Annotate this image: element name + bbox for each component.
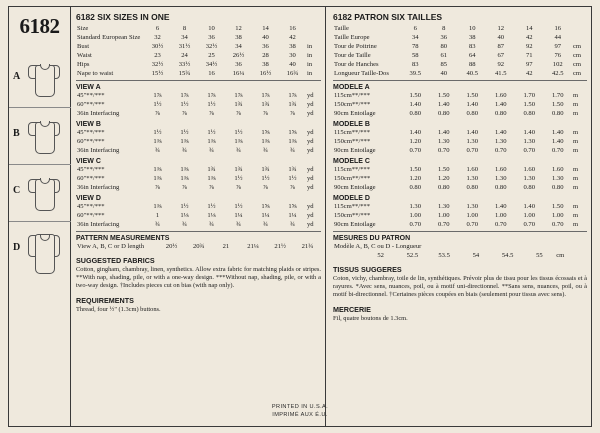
table-row: 36in Interfacing ¾ ¾ ¾ ¾ ¾ ¾ yd: [77, 221, 314, 228]
section-title: MODELE B: [333, 121, 370, 128]
table-row: 90cm Entoilage 0.80 0.80 0.80 0.80 0.80 0.80 m: [334, 184, 579, 191]
table-row: Standard European Size 32 34 36 38 40 42: [77, 34, 296, 41]
french-pattern-measurements: [333, 235, 587, 260]
section-title: MODELE D: [333, 195, 370, 202]
table-row: Bust 30½ 31½ 32½ 34 36 38 in: [77, 43, 313, 50]
table-row: 150cm**/*** 1.20 1.30 1.30 1.30 1.30 1.40 m: [334, 138, 579, 145]
table-row: 150cm**/*** 1.20 1.20 1.30 1.30 1.30 1.30 m: [334, 175, 579, 182]
french-panel: [327, 7, 591, 426]
english-view-d: [76, 195, 321, 229]
tissus-suggeres-text: Coton, vichy, chambray, toile de lin, synthétiques. Prévoir plus de tissu pour les tissus écossais et à rayures. *Avec sens, nuances, poil, ou à motif uni-directionnel. **Sans sens, nuances, poil, ou à motif bi-directionnel. †Certaines pièces coupées en biais (seulement pour tissus avec sens).: [333, 275, 587, 299]
suggested-fabrics-title: SUGGESTED FABRICS: [76, 256, 155, 265]
table-row: 52 52.5 53.5 54 54.5 55 cm: [377, 252, 565, 259]
english-size-table: [76, 24, 321, 78]
table-row: Nape to waist 15½ 15¾ 16 16¼ 16½ 16¾ in: [77, 70, 313, 77]
suggested-fabrics-text: Cotton, gingham, chambray, linen, synthetics. Allow extra fabric for matching plaids or stripes. **With nap, shading, pile, or with a one-way design. ***Without nap, shading, pile, or with a two-way design. †Includes pieces cut on bias (with nap only).: [76, 266, 321, 290]
table-row: Modèle A, B, C ou D - Longueur: [334, 243, 422, 250]
divider: [333, 231, 587, 232]
table-row: 60"**/*** 1⅜ 1⅜ 1⅜ 1½ 1½ 1½ yd: [77, 175, 314, 182]
french-modele-b: [333, 121, 587, 155]
english-view-a: [76, 84, 321, 118]
table-row: Hips 32½ 33½ 34½ 36 38 40 in: [77, 61, 313, 68]
divider: [76, 231, 321, 232]
table-row: 115cm**/*** 1.50 1.50 1.50 1.60 1.70 1.70 m: [334, 92, 579, 99]
table-row: 36in Interfacing ⅞ ⅞ ⅞ ⅞ ⅞ ⅞ yd: [77, 184, 314, 191]
view-letter-b: B: [13, 128, 20, 139]
garment-sketch-icon: [27, 226, 61, 274]
view-letter-d: D: [13, 242, 21, 253]
row-label: Standard European Size: [77, 34, 141, 41]
table-row: Taille Europe 34 36 38 40 42 44: [334, 34, 562, 41]
divider: [76, 80, 321, 81]
table-row: 115cm**/*** 1.30 1.30 1.30 1.40 1.40 1.50 m: [334, 203, 579, 210]
view-letter-c: C: [13, 185, 21, 196]
view-sketch-b: [9, 107, 71, 164]
section-title: VIEW B: [76, 121, 101, 128]
requirements-text: Thread, four ½" (1.3cm) buttons.: [76, 305, 161, 313]
garment-sketch-icon: [27, 55, 61, 103]
table-row: Tour de Hanches 83 85 88 92 97 102 cm: [334, 61, 582, 68]
table-row: 150cm**/*** 1.40 1.40 1.40 1.40 1.50 1.50 m: [334, 101, 579, 108]
row-label: Waist: [77, 52, 92, 59]
table-row: 90cm Entoilage 0.80 0.80 0.80 0.80 0.80 0.80 m: [334, 110, 579, 117]
table-row: 45"**/*** 1½ 1½ 1½ 1½ 1⅝ 1⅝ yd: [77, 129, 314, 136]
tissus-suggeres-title: TISSUS SUGGERES: [333, 265, 402, 274]
french-modele-c: [333, 158, 587, 192]
printed-in-line: PRINTED IN U.S.A.: [271, 404, 329, 410]
garment-sketch-icon: [27, 169, 61, 217]
row-label: Bust: [77, 43, 90, 50]
table-row: 45"**/*** 1⅞ 1⅞ 1⅞ 1⅞ 1⅞ 1⅞ yd: [77, 92, 314, 99]
row-label: Nape to waist: [77, 70, 114, 77]
english-title: 6182 SIX SIZES IN ONE: [76, 12, 170, 22]
requirements-title: REQUIREMENTS: [76, 295, 134, 305]
table-row: Size 6 8 10 12 14 16: [77, 25, 296, 32]
row-label: Hips: [77, 61, 90, 68]
mercerie-title: MERCERIE: [333, 304, 371, 314]
table-row: 115cm**/*** 1.40 1.40 1.40 1.40 1.40 1.40 m: [334, 129, 579, 136]
section-title: PATTERN MEASUREMENTS: [76, 235, 170, 242]
table-row: 36in Interfacing ⅞ ⅞ ⅞ ⅞ ⅞ ⅞ yd: [77, 110, 314, 117]
french-modele-a: [333, 84, 587, 118]
print-footer: [0, 403, 600, 419]
table-row: 90cm Entoilage 0.70 0.70 0.70 0.70 0.70 0.70 m: [334, 221, 579, 228]
table-row: Tour de Poitrine 78 80 83 87 92 97 cm: [334, 43, 582, 50]
table-row: 60"**/*** 1⅜ 1⅜ 1⅜ 1⅜ 1⅜ 1⅜ yd: [77, 138, 314, 145]
english-pattern-measurements: [76, 235, 321, 251]
divider: [333, 80, 587, 81]
table-row: Longueur Taille-Dos 39.5 40 40.5 41.5 42 42.5 cm: [334, 70, 582, 77]
view-sketch-c: [9, 164, 71, 221]
view-sketch-d: [9, 221, 71, 278]
french-size-table: [333, 24, 587, 78]
french-title: 6182 PATRON SIX TAILLES: [333, 12, 443, 22]
table-row: Taille 6 8 10 12 14 16: [334, 25, 562, 32]
pattern-number: 6182: [19, 14, 60, 38]
section-title: VIEW D: [76, 195, 101, 202]
garment-sketch-icon: [27, 112, 61, 160]
section-title: VIEW A: [76, 84, 101, 91]
table-row: 150cm**/*** 1.00 1.00 1.00 1.00 1.00 1.00 m: [334, 212, 579, 219]
section-title: MESURES DU PATRON: [333, 235, 411, 242]
section-title: MODELE A: [333, 84, 370, 91]
table-row: 45"**/*** 1⅜ 1⅜ 1¾ 1¾ 1¾ 1¾ yd: [77, 166, 314, 173]
table-row: 60"**/*** 1½ 1½ 1½ 1¾ 1¾ 1¾ yd: [77, 101, 314, 108]
section-title: MODELE C: [333, 158, 370, 165]
table-row: 115cm**/*** 1.50 1.50 1.60 1.60 1.60 1.60 m: [334, 166, 579, 173]
left-view-column: [9, 7, 71, 426]
table-row: Tour de Taille 58 61 64 67 71 76 cm: [334, 52, 582, 59]
section-title: VIEW C: [76, 158, 101, 165]
english-panel: [71, 7, 326, 426]
mercerie-text: Fil, quatre boutons de 1.3cm.: [333, 314, 408, 322]
table-row: 45"**/*** 1⅜ 1½ 1½ 1½ 1⅝ 1⅝ yd: [77, 203, 314, 210]
table-row: 90cm Entoilage 0.70 0.70 0.70 0.70 0.70 0.70 m: [334, 147, 579, 154]
english-view-b: [76, 121, 321, 155]
view-letter-a: A: [13, 71, 21, 82]
view-sketch-list: [9, 51, 71, 426]
french-modele-d: [333, 195, 587, 229]
row-label: Size: [77, 25, 89, 32]
table-row: 36in Interfacing ¾ ¾ ¾ ¾ ¾ ¾ yd: [77, 147, 314, 154]
table-row: 60"**/*** 1 1⅛ 1⅛ 1¼ 1¼ 1¼ yd: [77, 212, 314, 219]
table-row: Waist 23 24 25 26½ 28 30 in: [77, 52, 313, 59]
view-sketch-a: [9, 51, 71, 107]
imprime-line: IMPRIMÉ AUX É.U.: [272, 412, 328, 418]
english-view-c: [76, 158, 321, 192]
table-row: View A, B, C or D length 20½ 20¾ 21 21¼ 21½ 21¾: [77, 243, 314, 250]
